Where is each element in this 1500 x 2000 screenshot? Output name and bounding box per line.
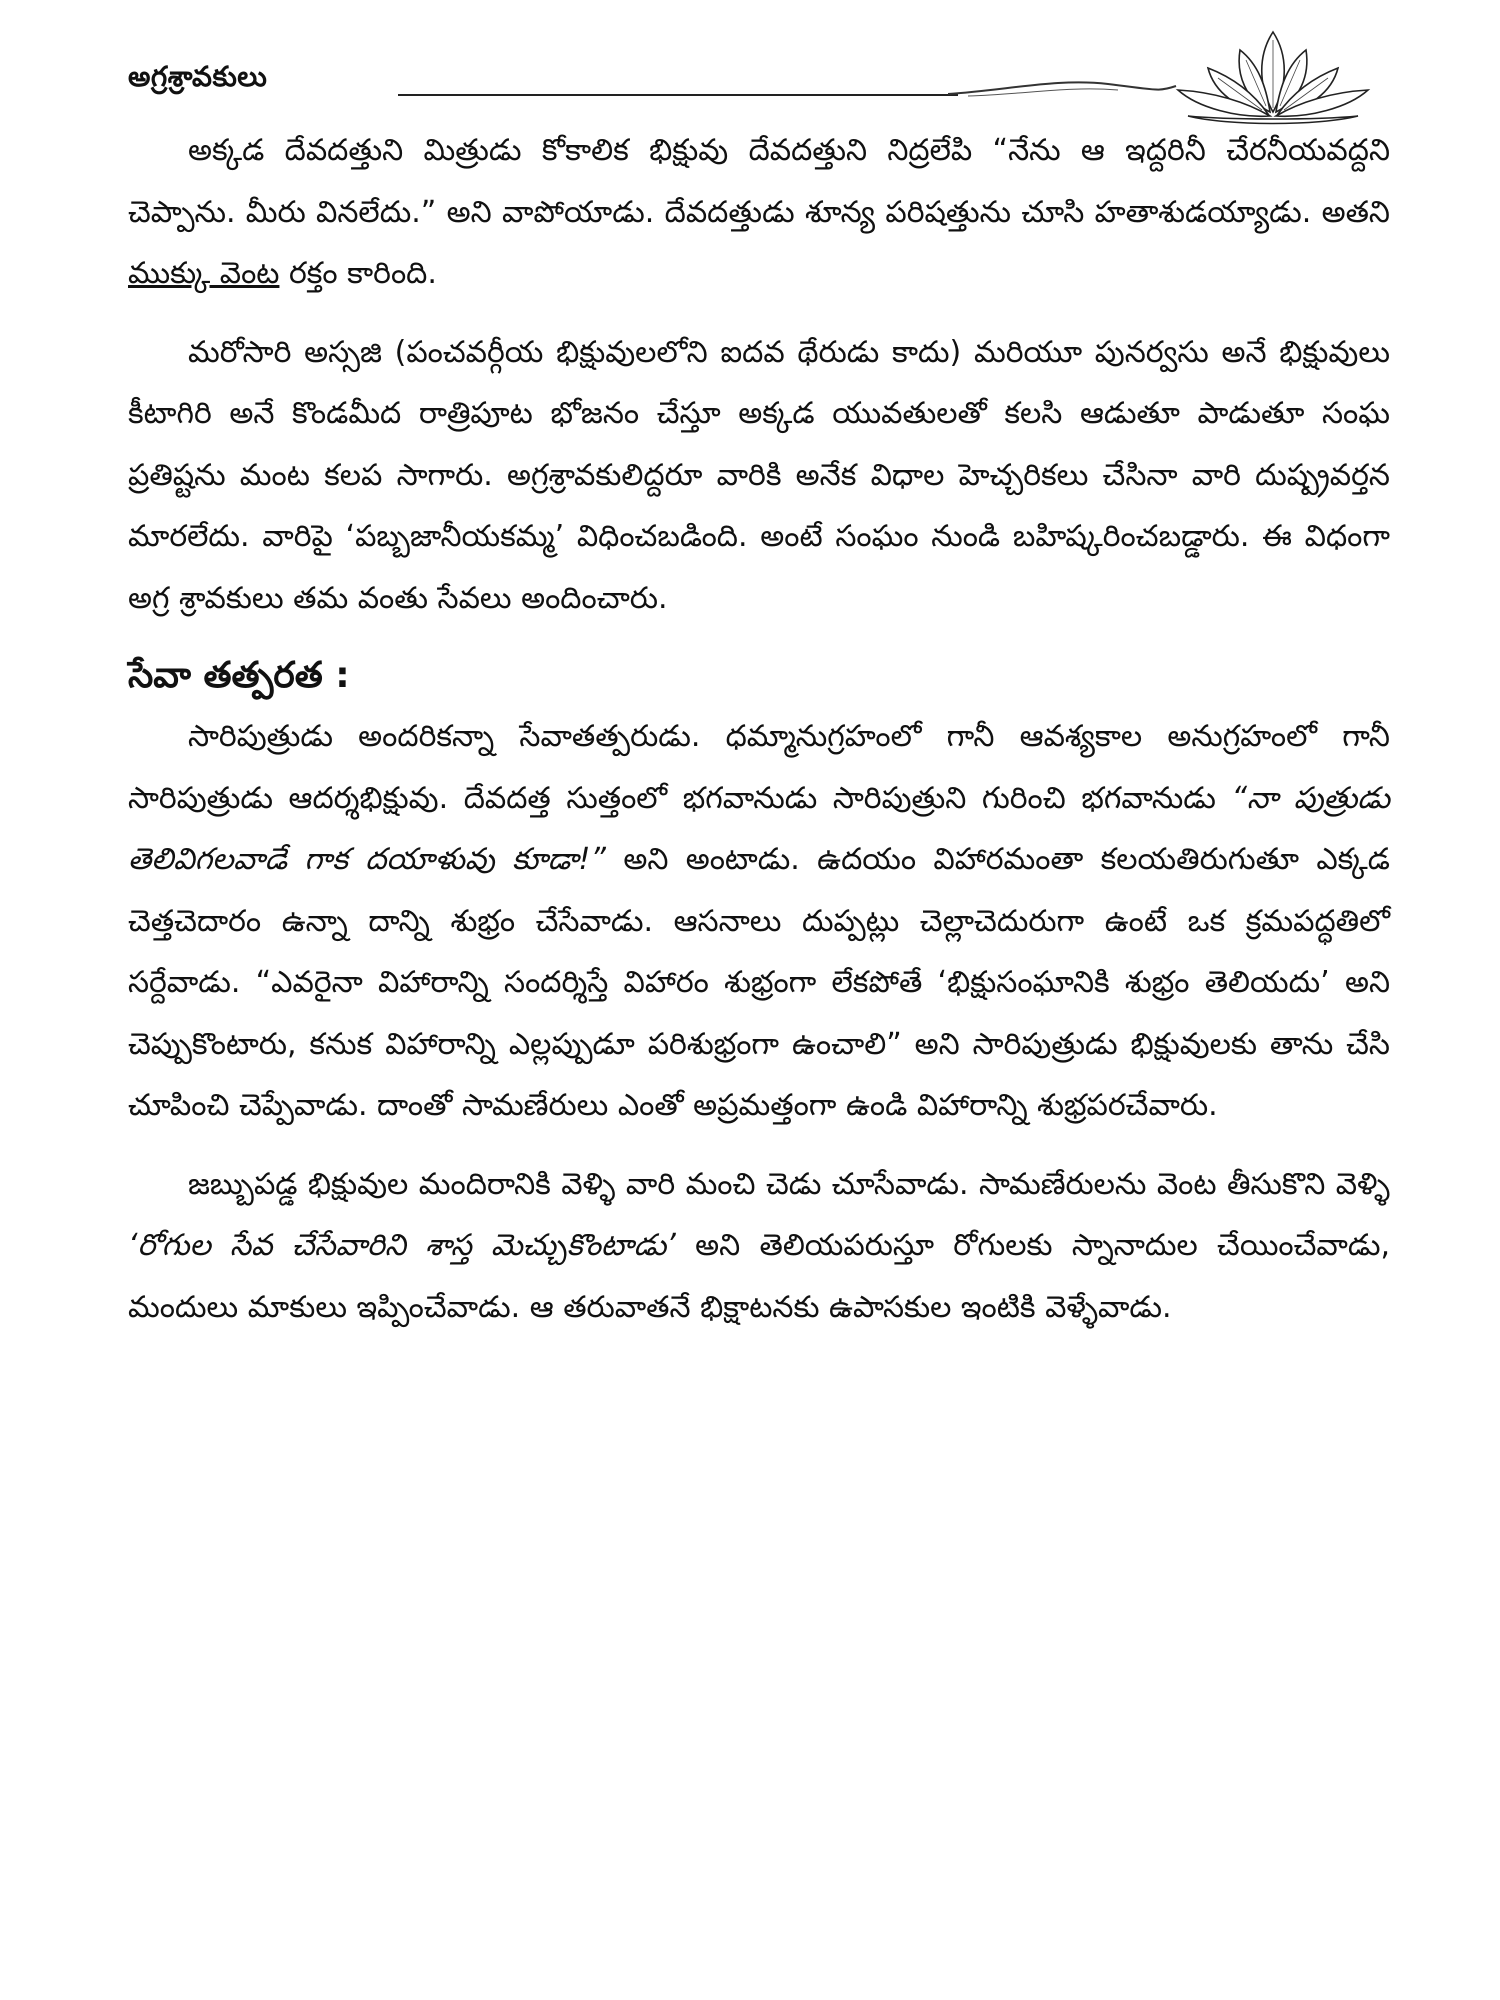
lotus-icon	[1158, 20, 1388, 130]
header-swoosh-ornament	[948, 68, 1178, 108]
paragraph-1-text-b: రక్తం కారింది.	[279, 256, 437, 291]
italic-quote: ‘రోగుల సేవ చేసేవారిని శాస్త మెచ్చుకొంటాడు’	[128, 1228, 676, 1263]
paragraph-4-text-a: జబ్బుపడ్డ భిక్షువుల మందిరానికి వెళ్ళి వారి మంచి చెడు చూసేవాడు. సామణేరులను వెంట తీసుకొని వెళ్ళి	[188, 1166, 1390, 1202]
paragraph-2: మరోసారి అస్సజి (పంచవర్గీయ భిక్షువులలోని ఐదవ థేరుడు కాదు) మరియూ పునర్వసు అనే భిక్షువులు కీటాగిరి అనే కొండమీద రాత్రిపూట భోజనం చేస్తూ అక్కడ యువతులతో కలసి ఆడుతూ పాడుతూ సంఘ ప్రతిష్టను మంట కలప సాగారు. అగ్రశ్రావకులిద్దరూ వారికి అనేక విధాల హెచ్చరికలు చేసినా వారి దుష్ప్రవర్తన మారలేదు. వారిపై ‘పబ్బజానీయకమ్మ’ విధించబడింది. అంటే సంఘం నుండి బహిష్కరించబడ్డారు. ఈ విధంగా అగ్ర శ్రావకులు తమ వంతు సేవలు అందించారు.	[128, 334, 1390, 616]
paragraph-4-text-b: అని తెలియపరుస్తూ రోగులకు స్నానాదుల చేయించేవాడు, మందులు మాకులు ఇప్పించేవాడు. ఆ తరువాతనే భిక్షాటనకు ఉపాసకుల ఇంటికి వెళ్ళేవాడు.	[128, 1228, 1390, 1325]
running-title: అగ్రశ్రావకులు	[128, 60, 268, 93]
paragraph-1-text-a: అక్కడ దేవదత్తుని మిత్రుడు కోకాలిక భిక్షువు దేవదత్తుని నిద్రలేపి “నేను ఆ ఇద్దరినీ చేరనీయవద్దని చెప్పాను. మీరు వినలేదు.” అని వాపోయాడు. దేవదత్తుడు శూన్య పరిషత్తును చూసి హతాశుడయ్యాడు. అతని	[128, 133, 1390, 230]
paragraph-1	[128, 120, 1390, 305]
paragraph-4	[128, 1154, 1390, 1339]
section-heading: సేవా తత్పరత :	[128, 655, 350, 696]
paragraph-3-text-b: అని అంటాడు. ఉదయం విహారమంతా కలయతిరుగుతూ ఎక్కడ చెత్తచెదారం ఉన్నా దాన్ని శుభ్రం చేసేవాడు. ఆసనాలు దుప్పట్లు చెల్లాచెదురుగా ఉంటే ఒక క్రమపద్ధతిలో సర్దేవాడు. “ఎవరైనా విహారాన్ని సందర్శిస్తే విహారం శుభ్రంగా లేకపోతే ‘భిక్షుసంఘానికి శుభ్రం తెలియదు’ అని చెప్పుకొంటారు, కనుక విహారాన్ని ఎల్లప్పుడూ పరిశుభ్రంగా ఉంచాలి” అని సారిపుత్రుడు భిక్షువులకు తాను చేసి చూపించి చెప్పేవాడు. దాంతో సామణేరులు ఎంతో అప్రమత్తంగా ఉండి విహారాన్ని శుభ్రపరచేవారు.	[128, 842, 1390, 1123]
header-rule	[398, 94, 958, 96]
page-body	[128, 120, 1390, 1355]
underlined-phrase: ముక్కు వెంట	[128, 256, 280, 291]
italic-quote: “నా పుత్రుడు తెలివిగలవాడే గాక దయాళువు కూడా!”	[128, 780, 1390, 877]
page-header	[128, 50, 1388, 130]
paragraph-3	[128, 706, 1390, 1137]
paragraph-3-text-a: సారిపుత్రుడు అందరికన్నా సేవాతత్పరుడు. ధమ్మానుగ్రహంలో గానీ ఆవశ్యకాల అనుగ్రహంలో గానీ సారిపుత్రుడు ఆదర్శభిక్షువు. దేవదత్త సుత్తంలో భగవానుడు సారిపుత్రుని గురించి భగవానుడు	[128, 719, 1390, 816]
